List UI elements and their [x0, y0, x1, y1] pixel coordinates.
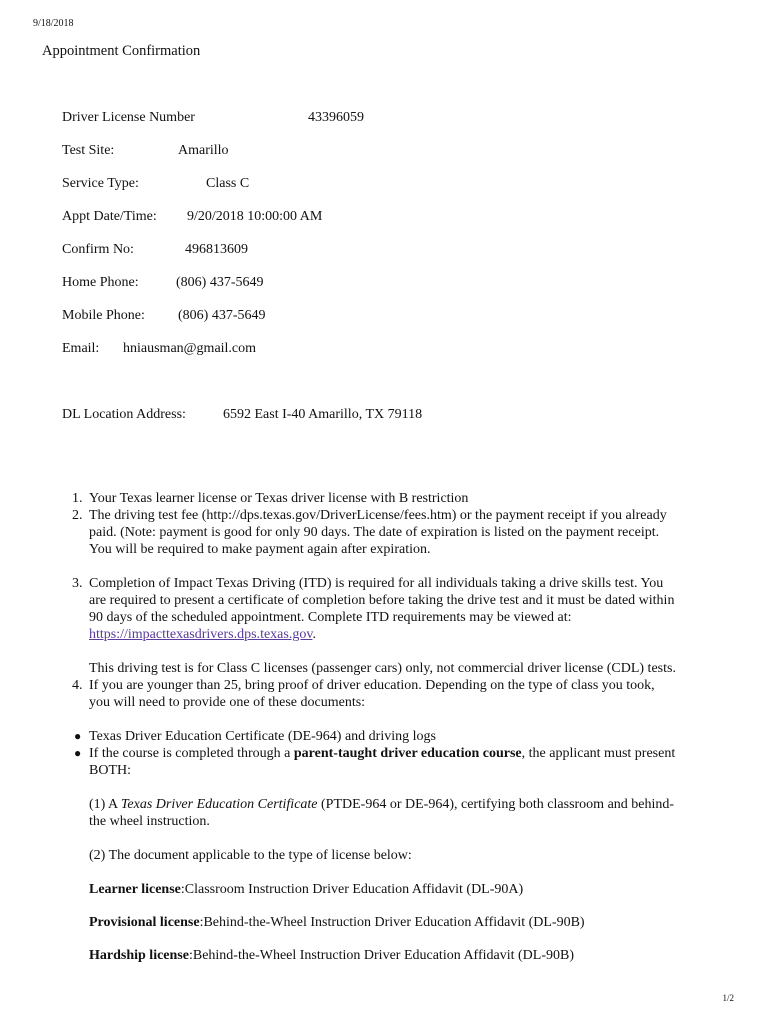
- bullet-icon: ●: [74, 729, 82, 743]
- list-item-text: The driving test fee (http://dps.texas.gov/DriverLicense/fees.htm) or the payment receipt if you already paid. (Note: payment is good for only 90 days. The date of expiration is listed on the payment receipt. You will be required to make payment again after expiration.: [89, 508, 667, 557]
- list-item-text: Your Texas learner license or Texas driver license with B restriction: [89, 491, 469, 506]
- bullet-text-bold: parent-taught driver education course: [293, 746, 522, 761]
- field-value: 6592 East I-40 Amarillo, TX 79118: [223, 407, 423, 422]
- field-label: Mobile Phone:: [62, 308, 145, 323]
- sub-p1-pre: (1) A: [89, 797, 121, 812]
- field-label: Email:: [62, 341, 100, 356]
- field-label: Confirm No:: [62, 242, 134, 257]
- field-label: Service Type:: [62, 176, 139, 191]
- field-label: Appt Date/Time:: [62, 209, 157, 224]
- list-item: [72, 507, 679, 558]
- bullet-text-pre: If the course is completed through a: [89, 746, 294, 761]
- field-mobile-phone: [62, 308, 266, 324]
- field-confirm-no: [62, 242, 248, 258]
- sub-p1-post: (PTDE-964 or DE-964), certifying both classroom and behind-the wheel instruction.: [89, 797, 675, 829]
- field-driver-license: [62, 110, 364, 126]
- cdl-note: This driving test is for Class C licenses (passenger cars) only, not commercial driver license (CDL) tests.: [89, 661, 676, 676]
- bullet-item: [74, 728, 679, 745]
- field-dl-location: [62, 407, 423, 423]
- bullet-item: [74, 745, 679, 964]
- list-number: 3.: [72, 576, 83, 591]
- page-number: 1/2: [722, 993, 734, 1003]
- field-home-phone: [62, 275, 264, 291]
- field-value: Amarillo: [178, 143, 229, 158]
- field-value: 9/20/2018 10:00:00 AM: [187, 209, 323, 224]
- field-test-site: [62, 143, 229, 159]
- list-item-body: Completion of Impact Texas Driving (ITD) is required for all individuals taking a drive skills test. You are required to present a certificate of completion before taking the drive test and it must be dated within 90 days of the scheduled appointment. Complete ITD requirements may be viewed at:: [89, 576, 675, 625]
- list-item: [72, 490, 679, 507]
- provisional-text: :Behind-the-Wheel Instruction Driver Education Affidavit (DL-90B): [199, 915, 585, 930]
- field-label: DL Location Address:: [62, 407, 186, 422]
- bullet-text: Texas Driver Education Certificate (DE-964) and driving logs: [89, 729, 436, 744]
- bullet-icon: ●: [74, 746, 82, 760]
- field-value: 43396059: [308, 110, 364, 125]
- bullet-text-post: , the applicant must present BOTH:: [89, 746, 676, 778]
- list-number: 4.: [72, 678, 83, 693]
- print-date: 9/18/2018: [33, 18, 74, 29]
- hardship-text: :Behind-the-Wheel Instruction Driver Education Affidavit (DL-90B): [188, 948, 574, 963]
- field-email: [62, 341, 257, 357]
- field-value: (806) 437-5649: [178, 308, 266, 323]
- itd-link[interactable]: https://impacttexasdrivers.dps.texas.gov: [89, 627, 313, 642]
- field-value: Class C: [206, 176, 250, 191]
- link-suffix: .: [312, 627, 316, 642]
- learner-text: :Classroom Instruction Driver Education Affidavit (DL-90A): [180, 882, 524, 897]
- field-value: 496813609: [185, 242, 248, 257]
- bullet-text: [89, 745, 679, 779]
- hardship-label: Hardship license: [89, 948, 189, 963]
- list-number: 2.: [72, 508, 83, 523]
- provisional-label: Provisional license: [89, 915, 200, 930]
- provisional-license-line: [89, 914, 679, 931]
- list-item: [72, 677, 679, 711]
- list-item-text: If you are younger than 25, bring proof of driver education. Depending on the type of class you took, you will need to provide one of these documents:: [89, 678, 655, 710]
- list-item: [72, 575, 679, 677]
- list-number: 1.: [72, 491, 83, 506]
- field-label: Home Phone:: [62, 275, 139, 290]
- hardship-license-line: [89, 947, 679, 964]
- field-value: (806) 437-5649: [176, 275, 264, 290]
- field-value: hniausman@gmail.com: [123, 341, 257, 356]
- page-title: Appointment Confirmation: [42, 43, 201, 59]
- sub-paragraph-1: [89, 796, 679, 830]
- list-item-text: [89, 575, 679, 643]
- field-label: Test Site:: [62, 143, 115, 158]
- sub-p1-italic: Texas Driver Education Certificate: [120, 797, 318, 812]
- learner-license-line: [89, 881, 679, 898]
- field-label: Driver License Number: [62, 110, 195, 125]
- sub-paragraph-2: (2) The document applicable to the type of license below:: [89, 848, 412, 863]
- field-service-type: [62, 176, 250, 192]
- requirements-section: [72, 490, 679, 964]
- field-appt-datetime: [62, 209, 323, 225]
- learner-label: Learner license: [89, 882, 181, 897]
